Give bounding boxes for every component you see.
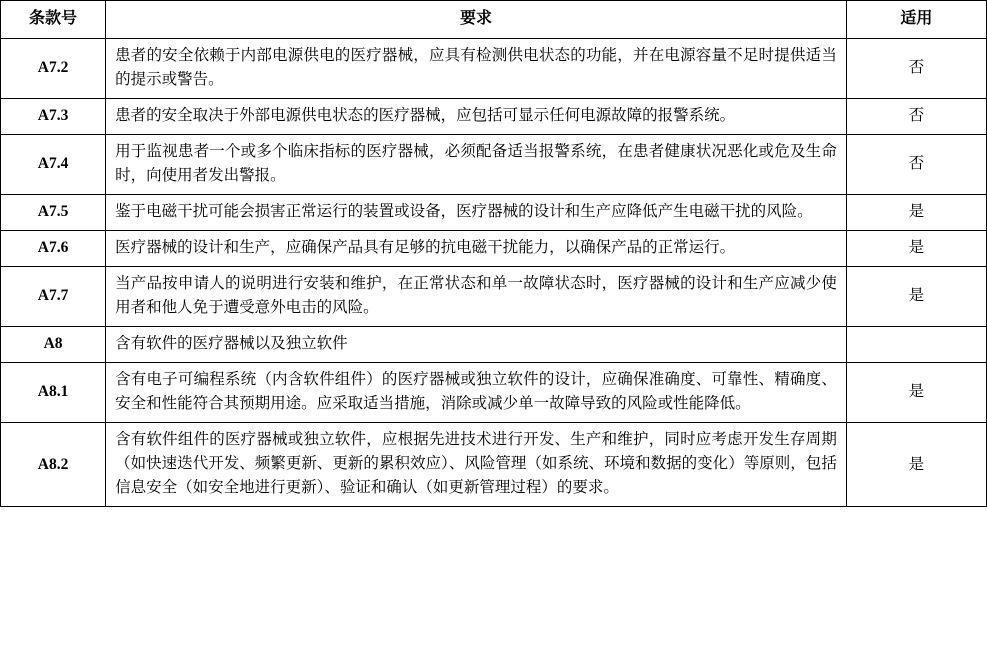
cell-requirement: 当产品按申请人的说明进行安装和维护，在正常状态和单一故障状态时，医疗器械的设计和生产应减少使用者和他人免于遭受意外电击的风险。: [106, 266, 847, 326]
table-row-section: [1, 326, 987, 362]
column-header-applicable: 适用: [846, 1, 986, 39]
cell-requirement: 医疗器械的设计和生产，应确保产品具有足够的抗电磁干扰能力，以确保产品的正常运行。: [106, 230, 847, 266]
cell-applicable: 是: [846, 422, 986, 506]
cell-clause: A8: [1, 326, 106, 362]
cell-requirement: 鉴于电磁干扰可能会损害正常运行的装置或设备，医疗器械的设计和生产应降低产生电磁干扰的风险。: [106, 194, 847, 230]
table-row: [1, 38, 987, 98]
cell-applicable: 否: [846, 134, 986, 194]
table-row: [1, 230, 987, 266]
cell-requirement: 用于监视患者一个或多个临床指标的医疗器械，必须配备适当报警系统，在患者健康状况恶化或危及生命时，向使用者发出警报。: [106, 134, 847, 194]
table-row: [1, 422, 987, 506]
cell-clause: A7.5: [1, 194, 106, 230]
table-header-row: [1, 1, 987, 39]
column-header-requirement: 要求: [106, 1, 847, 39]
cell-applicable: 否: [846, 98, 986, 134]
cell-requirement: 含有电子可编程系统（内含软件组件）的医疗器械或独立软件的设计，应确保准确度、可靠性、精确度、安全和性能符合其预期用途。应采取适当措施，消除或减少单一故障导致的风险或性能降低。: [106, 362, 847, 422]
column-header-clause: 条款号: [1, 1, 106, 39]
table-row: [1, 98, 987, 134]
cell-clause: A7.4: [1, 134, 106, 194]
cell-clause: A7.2: [1, 38, 106, 98]
table-row: [1, 266, 987, 326]
table-row: [1, 362, 987, 422]
cell-applicable: 是: [846, 362, 986, 422]
table-row: [1, 194, 987, 230]
cell-applicable: 是: [846, 230, 986, 266]
table-row: [1, 134, 987, 194]
cell-requirement: 含有软件组件的医疗器械或独立软件，应根据先进技术进行开发、生产和维护，同时应考虑开发生存周期（如快速迭代开发、频繁更新、更新的累积效应）、风险管理（如系统、环境和数据的变化）等原则，包括信息安全（如安全地进行更新）、验证和确认（如更新管理过程）的要求。: [106, 422, 847, 506]
table-header: [1, 1, 987, 39]
cell-clause: A7.3: [1, 98, 106, 134]
cell-clause: A7.7: [1, 266, 106, 326]
cell-requirement: 含有软件的医疗器械以及独立软件: [106, 326, 847, 362]
cell-applicable: [846, 326, 986, 362]
cell-requirement: 患者的安全依赖于内部电源供电的医疗器械，应具有检测供电状态的功能，并在电源容量不足时提供适当的提示或警告。: [106, 38, 847, 98]
cell-applicable: 是: [846, 266, 986, 326]
table-body: [1, 38, 987, 506]
cell-clause: A7.6: [1, 230, 106, 266]
cell-applicable: 是: [846, 194, 986, 230]
cell-clause: A8.2: [1, 422, 106, 506]
cell-applicable: 否: [846, 38, 986, 98]
cell-clause: A8.1: [1, 362, 106, 422]
cell-requirement: 患者的安全取决于外部电源供电状态的医疗器械，应包括可显示任何电源故障的报警系统。: [106, 98, 847, 134]
